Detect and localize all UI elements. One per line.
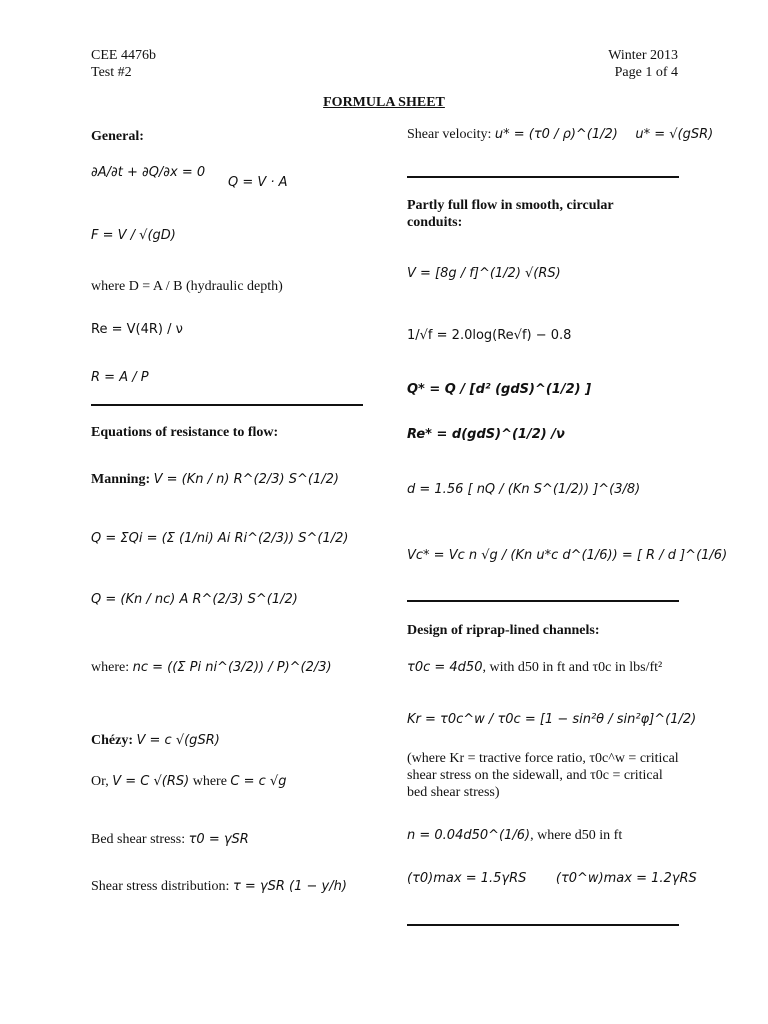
d-eq-text: d = 1.56 [ nQ / (Kn S^(1/2)) ]^(3/8) — [407, 482, 641, 497]
shear-velocity-equation — [407, 127, 713, 143]
conduit-velocity-equation — [407, 266, 561, 282]
shear-velocity-eq2: u* = √(gSR) — [635, 127, 714, 142]
continuity-equation — [91, 165, 205, 181]
divider — [407, 600, 679, 602]
shear-velocity-eq1: u* = (τ0 / ρ)^(1/2) — [494, 127, 618, 142]
chezy-label: Chézy: — [91, 733, 133, 748]
n-equation — [407, 828, 622, 844]
course-code: CEE 4476b — [91, 48, 156, 63]
re-star-equation — [407, 427, 565, 443]
chezy-alt-where: where — [192, 774, 227, 789]
vc-eq-text: Vc* = Vc n √g / (Kn u*c d^(1/6)) = [ R / d ]^(1/6) — [407, 548, 728, 563]
chezy-alt-c-text: C = c √g — [230, 774, 287, 789]
reynolds-equation — [91, 322, 183, 338]
tau0c-equation — [407, 660, 662, 676]
tau0c-text: , with d50 in ft and τ0c in lbs/ft² — [482, 660, 663, 675]
re-star-eq-text: Re* = d(gdS)^(1/2) /ν — [407, 427, 565, 442]
divider — [91, 404, 363, 406]
riprap-heading: Design of riprap-lined channels: — [407, 623, 600, 638]
header-right — [608, 47, 678, 81]
shear-distribution-equation — [91, 879, 347, 895]
q-star-eq-text: Q* = Q / [d² (gdS)^(1/2) ] — [407, 382, 592, 397]
vc-equation — [407, 548, 727, 564]
continuity-eq-text: ∂A/∂t + ∂Q/∂x = 0 — [91, 165, 206, 180]
page-title: FORMULA SHEET — [323, 95, 445, 110]
froude-equation — [91, 228, 176, 244]
manning-label: Manning: — [91, 472, 151, 487]
hydraulic-radius-eq-text: R = A / P — [91, 370, 149, 385]
manning-equation — [91, 472, 339, 488]
bed-shear-eq-text: τ0 = γSR — [188, 832, 249, 847]
manning-eq-text: V = (Kn / n) R^(2/3) S^(1/2) — [153, 472, 339, 487]
d-equation — [407, 482, 640, 498]
shear-velocity-label: Shear velocity: — [407, 127, 492, 142]
conduit-heading: Partly full flow in smooth, circular conduits: — [407, 198, 614, 230]
flow-equation — [228, 175, 288, 191]
term: Winter 2013 — [608, 48, 678, 63]
bed-shear-label: Bed shear stress: — [91, 832, 186, 847]
kr-note: (where Kr = tractive force ratio, τ0c^w = critical shear stress on the sidewall, and τ0c = critical bed shear stress) — [407, 751, 679, 800]
hydraulic-depth-text: where D = A / B (hydraulic depth) — [91, 279, 283, 294]
nc-equation — [91, 660, 332, 676]
header-left — [91, 47, 156, 81]
composite-q-equation — [91, 531, 348, 547]
chezy-alt-prefix: Or, — [91, 774, 109, 789]
page-number: Page 1 of 4 — [614, 65, 678, 80]
n-eq-text: n = 0.04d50^(1/6) — [407, 828, 531, 843]
nc-label: where: — [91, 660, 130, 675]
composite-q-eq-text: Q = ΣQi = (Σ (1/ni) Ai Ri^(2/3)) S^(1/2) — [91, 531, 349, 546]
kr-eq-text: Kr = τ0c^w / τ0c = [1 − sin²θ / sin²φ]^(1/2) — [407, 712, 697, 727]
q-star-equation — [407, 382, 591, 398]
chezy-eq-text: V = c √(gSR) — [136, 733, 220, 748]
general-heading: General: — [91, 129, 144, 144]
colebrook-eq-text: 1/√f = 2.0log(Re√f) − 0.8 — [407, 328, 572, 343]
test-number: Test #2 — [91, 65, 132, 80]
kr-equation — [407, 712, 696, 728]
chezy-alt-equation — [91, 774, 286, 790]
bed-shear-equation — [91, 832, 249, 848]
tau0c-eq-text: τ0c = 4d50 — [407, 660, 483, 675]
hydraulic-radius-equation — [91, 370, 149, 386]
conduit-v-eq-text: V = [8g / f]^(1/2) √(RS) — [407, 266, 561, 281]
composite-nc-equation — [91, 592, 298, 608]
shear-dist-label: Shear stress distribution: — [91, 879, 230, 894]
reynolds-eq-text: Re = V(4R) / ν — [91, 322, 183, 337]
composite-nc-eq-text: Q = (Kn / nc) A R^(2/3) S^(1/2) — [91, 592, 298, 607]
resistance-heading: Equations of resistance to flow: — [91, 425, 279, 440]
tau-max-eq: (τ0)max = 1.5γRS — [407, 871, 527, 886]
colebrook-equation — [407, 328, 571, 344]
nc-eq-text: nc = ((Σ Pi ni^(3/2)) / P)^(2/3) — [132, 660, 332, 675]
divider — [407, 924, 679, 926]
froude-eq-text: F = V / √(gD) — [91, 228, 176, 243]
chezy-alt-eq-text: V = C √(RS) — [112, 774, 190, 789]
divider — [407, 176, 679, 178]
flow-eq-text: Q = V · A — [228, 175, 288, 190]
n-text: , where d50 in ft — [530, 828, 623, 843]
tau-w-max-eq: (τ0^w)max = 1.2γRS — [555, 871, 697, 886]
tau-max-equations — [407, 871, 697, 887]
shear-dist-eq-text: τ = γSR (1 − y/h) — [232, 879, 347, 894]
chezy-equation — [91, 733, 220, 749]
